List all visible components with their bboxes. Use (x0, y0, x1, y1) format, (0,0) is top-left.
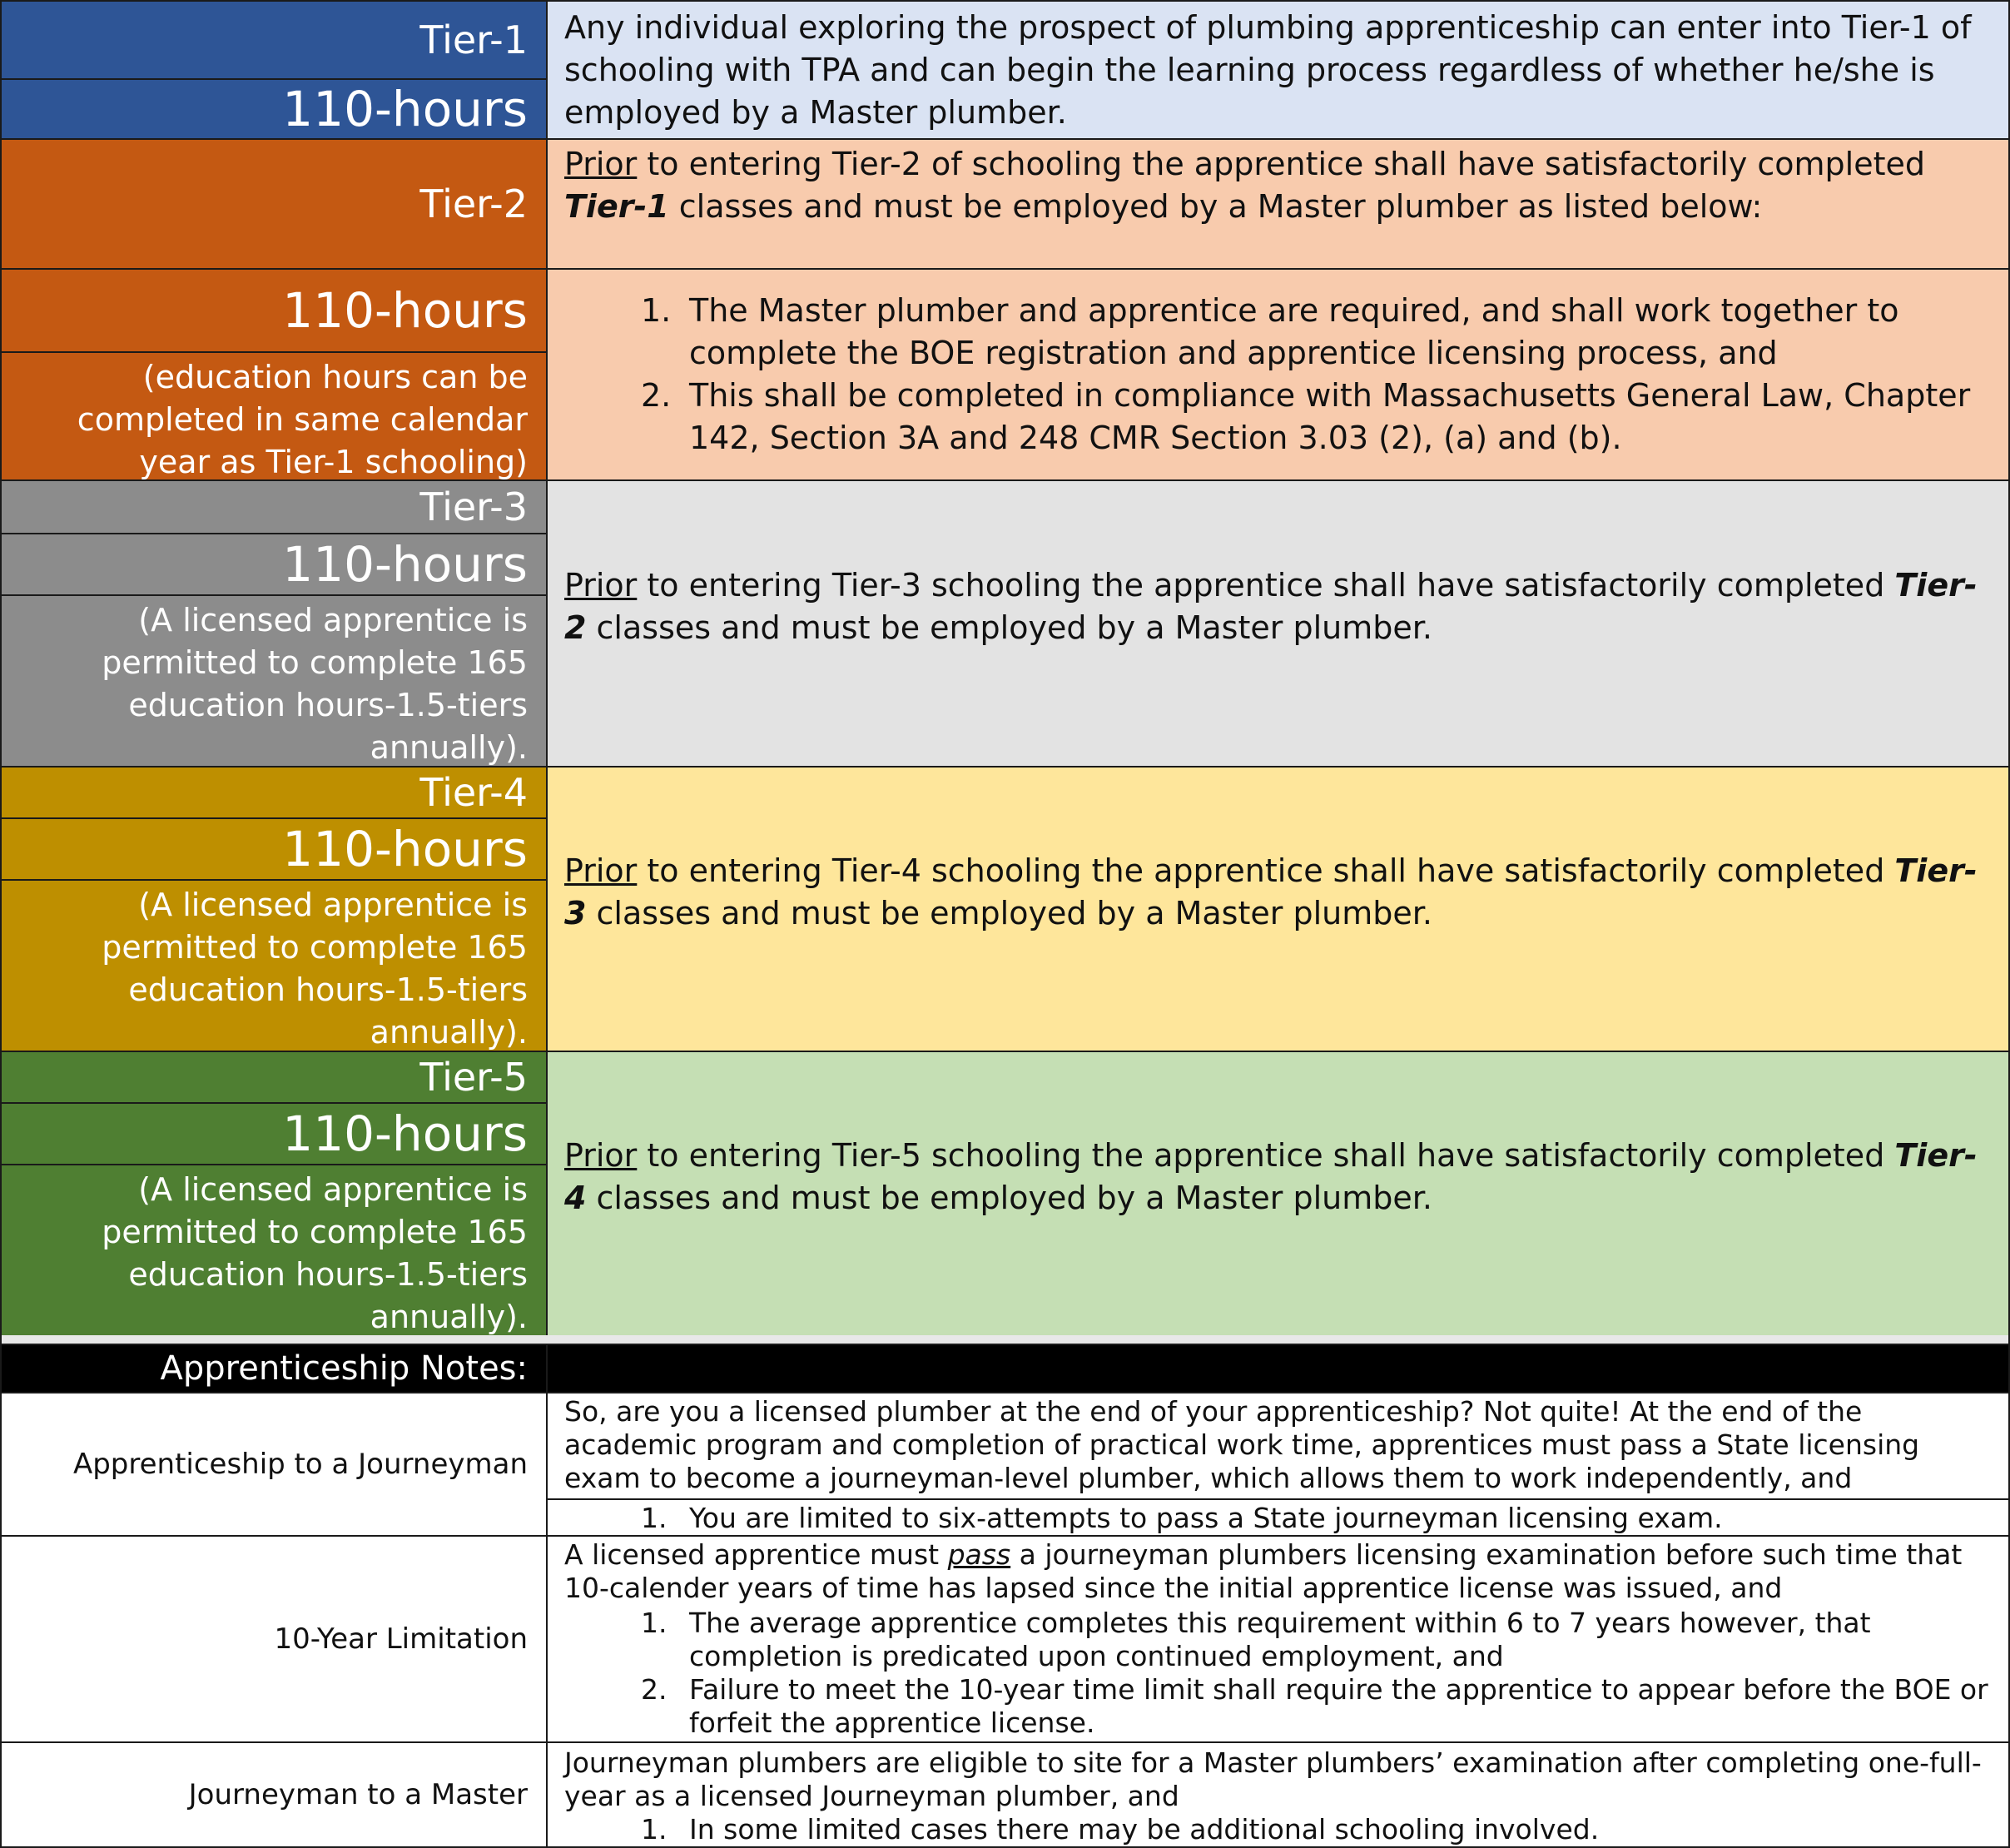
tier5-note: (A licensed apprentice is permitted to complete 165 education hours-1.5-tiers annually). (0, 1164, 548, 1337)
tier3-prereq: Tier-2 (564, 567, 1978, 646)
tier3-prior: Prior (564, 567, 638, 604)
tier5-hours: 110-hours (0, 1102, 548, 1165)
tier3-description: Prior to entering Tier-3 schooling the apprentice shall have satisfactorily completed Tier-2 classes and must be employed by a Master plumber. (546, 479, 2010, 768)
notes-header-bar (546, 1344, 2010, 1393)
notes-master-label: Journeyman to a Master (0, 1741, 548, 1848)
tier4-prior: Prior (564, 852, 638, 889)
tier1-hours: 110-hours (0, 78, 548, 140)
notes-header: Apprenticeship Notes: (0, 1344, 548, 1393)
notes-limitation-text: A licensed apprentice must pass a journeyman plumbers licensing examination before such time that 10-calender years of time has lapsed since the initial apprentice license was issued, and 1. The average apprentice completes this requirement within 6 to 7 years however, that completion is predicated upon continued employment, and 2. Failure to meet the 10-year time limit shall require the apprentice to appear before the BOE or forfeit the apprentice license. (546, 1535, 2010, 1743)
notes-limitation-list (564, 1607, 1992, 1740)
notes-limitation-label: 10-Year Limitation (0, 1535, 548, 1743)
tier4-hours: 110-hours (0, 817, 548, 881)
tier3-note: (A licensed apprentice is permitted to complete 165 education hours-1.5-tiers annually). (0, 594, 548, 768)
tier4-note: (A licensed apprentice is permitted to complete 165 education hours-1.5-tiers annually). (0, 879, 548, 1052)
tier5-description: Prior to entering Tier-5 schooling the apprentice shall have satisfactorily completed Tier-4 classes and must be employed by a Master plumber. (546, 1051, 2010, 1337)
tier2-prior: Prior (564, 146, 638, 182)
list-item: 1. You are limited to six-attempts to pass a State journeyman licensing exam. (641, 1502, 1723, 1534)
tier5-prior: Prior (564, 1137, 638, 1174)
tier2-label: Tier-2 (0, 138, 548, 270)
list-item: 2. This shall be completed in compliance with Massachusetts General Law, Chapter 142, Section 3A and 248 CMR Section 3.03 (2), (a) and (b). (641, 377, 1971, 456)
tier2-prereq: Tier-1 (564, 188, 669, 225)
list-item: 1. The average apprentice completes this requirement within 6 to 7 years however, that completion is predicated upon continued employment, and (641, 1607, 1871, 1672)
notes-journeyman-list (546, 1498, 2010, 1537)
tier1-description: Any individual exploring the prospect of plumbing apprenticeship can enter into Tier-1 of schooling with TPA and can begin the learning process regardless of whether he/she is employed by a Master plumber. (546, 0, 2010, 140)
tier3-label: Tier-3 (0, 479, 548, 534)
notes-master-text: Journeyman plumbers are eligible to site for a Master plumbers’ examination after completing one-full-year as a licensed Journeyman plumber, and 1. In some limited cases there may be additional schooling involved. (546, 1741, 2010, 1848)
tier4-prereq: Tier-3 (564, 852, 1978, 931)
tier2-hours: 110-hours (0, 268, 548, 353)
notes-journeyman-label: Apprenticeship to a Journeyman (0, 1392, 548, 1537)
tier2-note: (education hours can be completed in same calendar year as Tier-1 schooling) (0, 351, 548, 481)
tier5-prereq: Tier-4 (564, 1137, 1978, 1216)
tier2-requirements (546, 268, 2010, 481)
tier2-requirements-list (564, 290, 1987, 460)
list-item: 1. The Master plumber and apprentice are required, and shall work together to complete the BOE registration and apprentice licensing process, and (641, 292, 1899, 371)
tier3-hours: 110-hours (0, 533, 548, 596)
notes-journeyman-text: So, are you a licensed plumber at the end of your apprenticeship? Not quite! At the end of the academic program and completion of practical work time, apprentices must pass a State licensing exam to become a journeyman-level plumber, which allows them to work independently, and (546, 1392, 2010, 1500)
tier4-description: Prior to entering Tier-4 schooling the apprentice shall have satisfactorily completed Tier-3 classes and must be employed by a Master plumber. (546, 766, 2010, 1052)
pass-emphasis: pass (947, 1538, 1011, 1571)
tier4-label: Tier-4 (0, 766, 548, 819)
list-item: 1. In some limited cases there may be additional schooling involved. (641, 1813, 1600, 1846)
tier5-label: Tier-5 (0, 1051, 548, 1104)
notes-master-list (564, 1813, 1992, 1846)
tier2-description: Prior to entering Tier-2 of schooling the apprentice shall have satisfactorily completed Tier-1 classes and must be employed by a Master plumber as listed below: (546, 138, 2010, 270)
list-item: 2. Failure to meet the 10-year time limit shall require the apprentice to appear before the BOE or forfeit the apprentice license. (641, 1673, 1988, 1739)
tier1-label: Tier-1 (0, 0, 548, 80)
